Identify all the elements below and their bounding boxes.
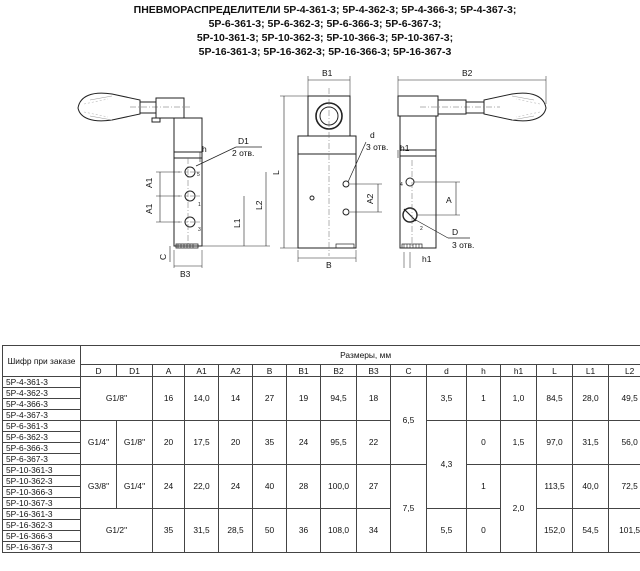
order-code: 5Р-10-366-3 [3, 487, 81, 498]
order-code: 5Р-10-361-3 [3, 465, 81, 476]
header-sizes: Размеры, мм [81, 346, 640, 365]
col-header: B2 [321, 365, 357, 377]
col-header: A2 [219, 365, 253, 377]
technical-drawing [0, 62, 640, 340]
order-code: 5Р-4-362-3 [3, 388, 81, 399]
label-b2: B2 [462, 68, 473, 78]
cell-b3: 22 [357, 421, 391, 465]
label-port4: 4 [400, 182, 403, 188]
cell-a: 20 [153, 421, 185, 465]
cell-l: 113,5 [537, 465, 573, 509]
cell-a: 24 [153, 465, 185, 509]
cell-d-d1: G1/2" [81, 509, 153, 553]
label-l1: L1 [232, 218, 242, 228]
cell-b: 50 [253, 509, 287, 553]
label-a1-bottom: A1 [144, 203, 154, 214]
cell-b1: 24 [287, 421, 321, 465]
label-d1: D1 [238, 136, 249, 146]
label-a: A [446, 195, 452, 205]
order-code: 5Р-4-366-3 [3, 399, 81, 410]
dimensions-table [2, 345, 640, 553]
cell-d-small: 5,5 [427, 509, 467, 553]
cell-l1: 54,5 [573, 509, 609, 553]
order-code: 5Р-4-367-3 [3, 410, 81, 421]
order-code: 5Р-6-367-3 [3, 454, 81, 465]
header-order-code: Шифр при заказе [3, 346, 81, 377]
cell-a2: 20 [219, 421, 253, 465]
cell-b: 40 [253, 465, 287, 509]
label-3otv: 3 отв. [366, 142, 389, 152]
cell-l2: 72,5 [609, 465, 640, 509]
cell-h: 0 [467, 421, 501, 465]
handle-grip-right [484, 93, 546, 121]
cell-a: 16 [153, 377, 185, 421]
label-b3: B3 [180, 269, 191, 279]
title-line: ПНЕВМОРАСПРЕДЕЛИТЕЛИ 5Р-4-361-3; 5Р-4-362-3; 5Р-4-366-3; 5Р-4-367-3; [133, 4, 517, 16]
cell-l2: 101,5 [609, 509, 640, 553]
col-header: A1 [185, 365, 219, 377]
cell-l1: 28,0 [573, 377, 609, 421]
cell-b2: 100,0 [321, 465, 357, 509]
cell-a1: 31,5 [185, 509, 219, 553]
label-3otv-b: 3 отв. [452, 240, 475, 250]
title-line: 5Р-6-361-3; 5Р-6-362-3; 5Р-6-366-3; 5Р-6-367-3; [208, 18, 442, 30]
cell-a2: 14 [219, 377, 253, 421]
left-view [78, 93, 270, 279]
cell-h1: 2,0 [501, 465, 537, 553]
cell-b1: 28 [287, 465, 321, 509]
cell-b2: 108,0 [321, 509, 357, 553]
title-line: 5Р-10-361-3; 5Р-10-362-3; 5Р-10-366-3; 5Р-10-367-3; [196, 32, 454, 44]
cell-l: 97,0 [537, 421, 573, 465]
label-l: L [271, 170, 281, 175]
cell-b3: 34 [357, 509, 391, 553]
col-header: h [467, 365, 501, 377]
col-header: L1 [573, 365, 609, 377]
col-header: L [537, 365, 573, 377]
col-header: h1 [501, 365, 537, 377]
order-code: 5Р-16-362-3 [3, 520, 81, 531]
cell-l2: 56,0 [609, 421, 640, 465]
cell-b3: 27 [357, 465, 391, 509]
cell-h: 1 [467, 377, 501, 421]
cell-a2: 24 [219, 465, 253, 509]
label-port5: 5 [197, 172, 200, 178]
cell-d1: G1/4" [117, 465, 153, 509]
order-code: 5Р-16-367-3 [3, 542, 81, 553]
cell-h: 0 [467, 509, 501, 553]
col-header: B [253, 365, 287, 377]
label-a1-top: A1 [144, 177, 154, 188]
cell-c: 7,5 [391, 465, 427, 553]
cell-b1: 19 [287, 377, 321, 421]
col-header: B1 [287, 365, 321, 377]
cell-c: 6,5 [391, 377, 427, 465]
cell-a1: 17,5 [185, 421, 219, 465]
order-code: 5Р-10-362-3 [3, 476, 81, 487]
cell-d1: G1/8" [117, 421, 153, 465]
label-b1: B1 [322, 68, 333, 78]
col-header: B3 [357, 365, 391, 377]
col-header: D1 [117, 365, 153, 377]
col-header: D [81, 365, 117, 377]
right-view [398, 68, 546, 268]
label-d-big: D [452, 227, 459, 237]
cell-a1: 14,0 [185, 377, 219, 421]
label-port3: 3 [198, 227, 201, 233]
cell-d-small: 4,3 [427, 421, 467, 509]
label-d-small: d [370, 130, 375, 140]
col-header: A [153, 365, 185, 377]
cell-l: 84,5 [537, 377, 573, 421]
cell-a1: 22,0 [185, 465, 219, 509]
label-l2: L2 [254, 200, 264, 210]
cell-l1: 31,5 [573, 421, 609, 465]
col-header: C [391, 365, 427, 377]
cell-b1: 36 [287, 509, 321, 553]
cell-d-small: 3,5 [427, 377, 467, 421]
cell-l2: 49,5 [609, 377, 640, 421]
label-h1-bottom: h1 [422, 254, 432, 264]
cell-a: 35 [153, 509, 185, 553]
order-code: 5Р-16-361-3 [3, 509, 81, 520]
label-a2: A2 [365, 193, 375, 204]
label-h: h [202, 144, 207, 154]
label-c: C [158, 253, 168, 260]
order-code: 5Р-10-367-3 [3, 498, 81, 509]
cell-d: G3/8" [81, 465, 117, 509]
cell-h1: 1,0 [501, 377, 537, 421]
col-header: L2 [609, 365, 640, 377]
label-h1-top: h1 [400, 143, 410, 153]
cell-a2: 28,5 [219, 509, 253, 553]
order-code: 5Р-4-361-3 [3, 377, 81, 388]
label-port1: 1 [198, 202, 201, 208]
label-port2: 2 [420, 226, 423, 232]
cell-l1: 40,0 [573, 465, 609, 509]
cell-h: 1 [467, 465, 501, 509]
order-code: 5Р-6-362-3 [3, 432, 81, 443]
cell-b: 35 [253, 421, 287, 465]
cell-b: 27 [253, 377, 287, 421]
center-view [271, 68, 388, 270]
cell-h1: 1,5 [501, 421, 537, 465]
cell-d: G1/4" [81, 421, 117, 465]
order-code: 5Р-16-366-3 [3, 531, 81, 542]
order-code: 5Р-6-366-3 [3, 443, 81, 454]
cell-b2: 94,5 [321, 377, 357, 421]
order-code: 5Р-6-361-3 [3, 421, 81, 432]
cell-l: 152,0 [537, 509, 573, 553]
cell-b3: 18 [357, 377, 391, 421]
label-2otv: 2 отв. [232, 148, 255, 158]
label-b: B [326, 260, 332, 270]
col-header: d [427, 365, 467, 377]
title-line: 5Р-16-361-3; 5Р-16-362-3; 5Р-16-366-3; 5Р-16-367-3 [198, 46, 452, 58]
cell-d-d1: G1/8" [81, 377, 153, 421]
page-title [90, 3, 560, 59]
cell-b2: 95,5 [321, 421, 357, 465]
